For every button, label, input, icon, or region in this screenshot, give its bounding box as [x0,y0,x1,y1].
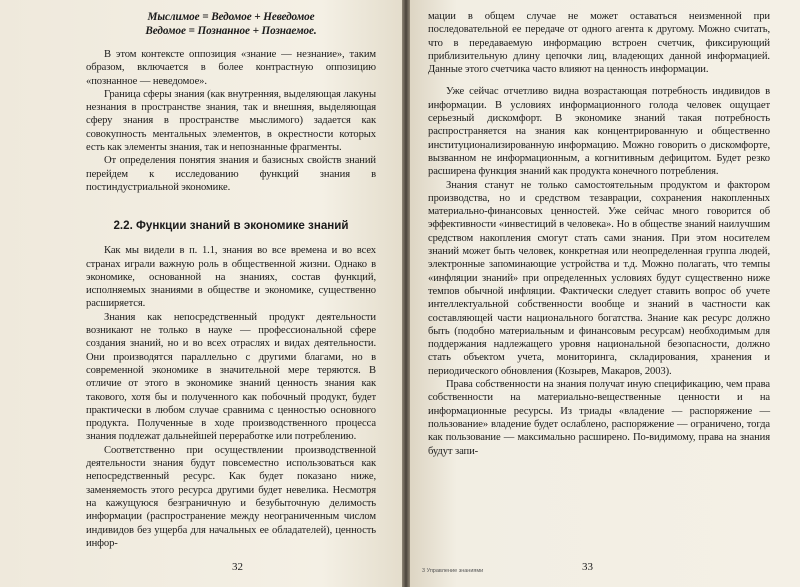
paragraph: Соответственно при осуществлении производственной деятельности знания будут повсеместно использоваться как непосредственный ресурс. Как будет показано ниже, заменяемость этого ресурса другими будет невелика. Несмотря на кажущуюся безграничную и безубыточную делимость информации (распространение между неограниченным числом индивидов без ущерба для начальных ее обладателей), ценность инфор- [86,444,376,549]
section-title: 2.2. Функции знаний в экономике знаний [113,219,349,233]
paragraph: Уже сейчас отчетливо видна возрастающая потребность индивидов в информации. В условиях информационного голода человек ощущает серьезный дискомфорт. В экономике знаний такая потребность распространяется на знания как концентрированную и общественно институционализированную информацию. Можно говорить о дискомфорте, вызванном не информационным, а когнитивным дефицитом. Будет резко расширена функция знаний как продукта конечного потребления. [428,86,770,178]
footer-note: 3 Управление знаниями [422,568,484,574]
paragraph: мации в общем случае не может оставаться неизменной при последовательной ее передаче от одного агента к другому. Можно считать, что в передаваемую информацию встроен счетчик, фиксирующий приблизительную длину цепочки лиц, владеющих данной информацией. Данные этого счетчика часто влияют на ценность информации. [428,11,770,76]
left-page-text [86,10,376,550]
paragraph: В этом контексте оппозиция «знание — незнание», таким образом, включается в более контрастную оппозицию «познанное — неведомое». [86,49,376,87]
formula-line-2: Ведомое = Познанное + Познаемое. [145,25,317,37]
formula-line-1: Мыслимое = Ведомое + Неведомое [147,11,315,23]
paragraph: Как мы видели в п. 1.1, знания во все времена и во всех странах играли важную роль в общественной жизни. Однако в экономике, основанной на знаниях, состав функций, исполняемых знаниями в обществе и экономике, существенно расширяется. [86,245,376,310]
paragraph: От определения понятия знания и базисных свойств знаний перейдем к исследованию функций знания в постиндустриальной экономике. [86,155,376,193]
paragraph: Права собственности на знания получат иную спецификацию, чем права собственности на материально-вещественные ценности и на информационные ресурсы. Из триады «владение — распоряжение — пользование» владение будет ослаблено, распоряжение — ограничено, тогда как пользование — максимально расширено. По-видимому, права на знания будут запи- [428,379,770,457]
paragraph: Граница сферы знания (как внутренняя, выделяющая лакуны незнания в пространстве знания, так и внешняя, выделяющая сферу знания в пространстве мыслимого) задается как совокупность ментальных элементов, в окрестности которых есть как элементы знания, так и непознанные фрагменты. [86,88,376,154]
page-number: 32 [232,561,243,573]
right-page-text [428,10,770,458]
page-number: 33 [582,561,593,573]
book-gutter [402,0,410,587]
paragraph: Знания как непосредственный продукт деятельности возникают не только в науке — профессиональной сфере создания знаний, но и во всех отраслях и видах деятельности. Они производятся параллельно с другими благами, но в современной экономике в значительной мере теряются. В отличие от этого в экономике знаний ценность знания как такового, хотя бы и полученного как побочный продукт, будет практически в любом случае сравнима с ценностью основного продукта. Полученные в ходе производственного процесса знания подлежат дальнейшей переработке или потреблению. [86,311,376,443]
right-page [410,0,800,587]
paragraph: Знания станут не только самостоятельным продуктом и фактором производства, но и средством тезаврации, сохранения накопленных материально-финансовых ценностей. Уже сейчас много говорится об эффективности «инвестиций в человека». Но в обществе знаний наилучшим средством накопления смогут стать сами знания. При этом носителем знаний может быть человек, конкретная или неопределенная группа людей, электронные запоминающие устройства и т.д. Можно полагать, что темпы «инфляции знаний» при определенных условиях будут существенно ниже темпов обычной инфляции. Фактически следует ставить вопрос об учете интеллектуальной собственности вообще и знаний в частности как составляющей части национального богатства. Знание как ресурс должно быть (подобно материальным и финансовым ресурсам) необходимым для поддержания надлежащего уровня национальной безопасности, должно стать объектом учета, мониторинга, складирования, хранения и периодического обновления (Козырев, Макаров, 2003). [428,179,770,377]
